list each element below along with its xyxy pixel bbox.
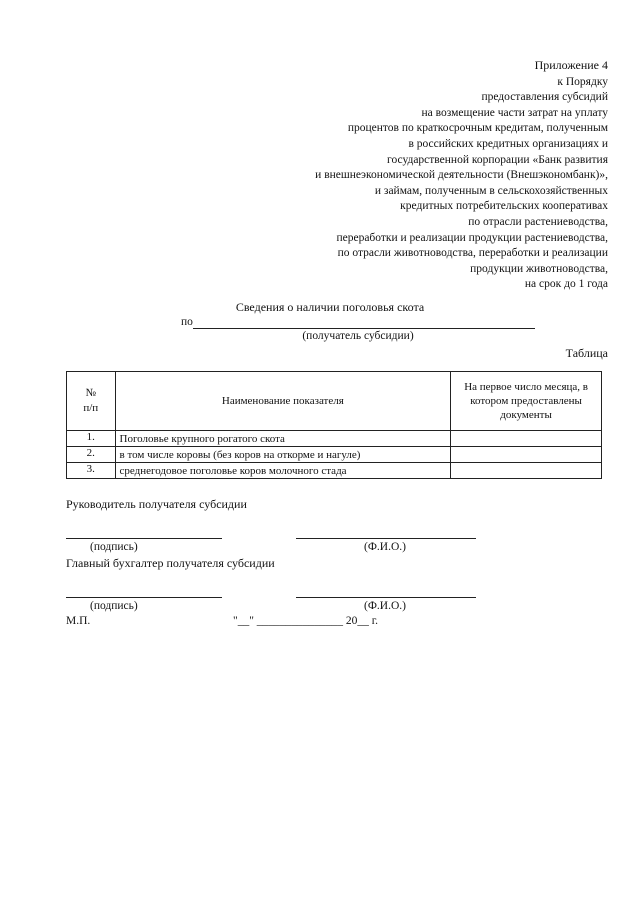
- row-num: 2.: [67, 447, 116, 463]
- head-label: Руководитель получателя субсидии: [66, 497, 247, 511]
- row-name: Поголовье крупного рогатого скота: [115, 431, 451, 447]
- appendix-header: [315, 58, 608, 293]
- appendix-line: и внешнеэкономической деятельности (Внешэкономбанк)»,: [315, 169, 608, 182]
- indicator-table: [66, 371, 602, 479]
- recipient-prefix: по: [181, 316, 193, 328]
- header-num: [67, 372, 116, 431]
- appendix-title: Приложение 4: [534, 58, 608, 72]
- accountant-fio-caption: (Ф.И.О.): [364, 600, 406, 612]
- appendix-line: по отрасли растениеводства,: [468, 215, 608, 228]
- head-fio-caption: (Ф.И.О.): [364, 541, 406, 553]
- row-name: в том числе коровы (без коров на откорме и нагуле): [115, 447, 451, 463]
- appendix-line: и займам, полученным в сельскохозяйственных: [374, 184, 608, 197]
- recipient-field[interactable]: [193, 328, 535, 329]
- appendix-line: кредитных потребительских кооперативах: [400, 200, 608, 213]
- table-row: [67, 463, 602, 479]
- table-header-row: [67, 372, 602, 431]
- accountant-fio-field[interactable]: [296, 597, 476, 598]
- table-label: Таблица: [565, 346, 608, 360]
- header-name: Наименование показателя: [115, 372, 451, 431]
- appendix-line: в российских кредитных организациях и: [408, 137, 608, 150]
- appendix-line: государственной корпорации «Банк развития: [387, 153, 608, 166]
- stamp-label: М.П.: [66, 615, 91, 627]
- row-name: среднегодовое поголовье коров молочного стада: [115, 463, 451, 479]
- row-num: 1.: [67, 431, 116, 447]
- appendix-line: предоставления субсидий: [481, 91, 608, 104]
- appendix-line: переработки и реализации продукции растениеводства,: [336, 231, 608, 244]
- row-value[interactable]: [451, 431, 602, 447]
- recipient-caption: (получатель субсидии): [302, 330, 414, 342]
- header-value: На первое число месяца, в котором предоставлены документы: [451, 372, 602, 431]
- header-num-symbol: №: [85, 387, 96, 399]
- header-num-label: п/п: [83, 402, 99, 414]
- accountant-signature-field[interactable]: [66, 597, 222, 598]
- row-value[interactable]: [451, 463, 602, 479]
- appendix-line: к Порядку: [557, 75, 608, 88]
- row-value[interactable]: [451, 447, 602, 463]
- appendix-line: на возмещение части затрат на уплату: [421, 106, 608, 119]
- form-title: Сведения о наличии поголовья скота: [235, 300, 425, 314]
- accountant-sign-caption: (подпись): [90, 600, 138, 612]
- accountant-label: Главный бухгалтер получателя субсидии: [66, 556, 275, 570]
- table-row: [67, 447, 602, 463]
- appendix-line: процентов по краткосрочным кредитам, полученным: [347, 122, 608, 135]
- appendix-line: по отрасли животноводства, переработки и реализации: [337, 247, 608, 260]
- row-num: 3.: [67, 463, 116, 479]
- head-fio-field[interactable]: [296, 538, 476, 539]
- appendix-line: на срок до 1 года: [524, 278, 608, 291]
- head-sign-caption: (подпись): [90, 541, 138, 553]
- appendix-line: продукции животноводства,: [470, 262, 608, 275]
- head-signature-field[interactable]: [66, 538, 222, 539]
- table-row: [67, 431, 602, 447]
- date-field[interactable]: "__" _______________ 20__ г.: [233, 615, 379, 627]
